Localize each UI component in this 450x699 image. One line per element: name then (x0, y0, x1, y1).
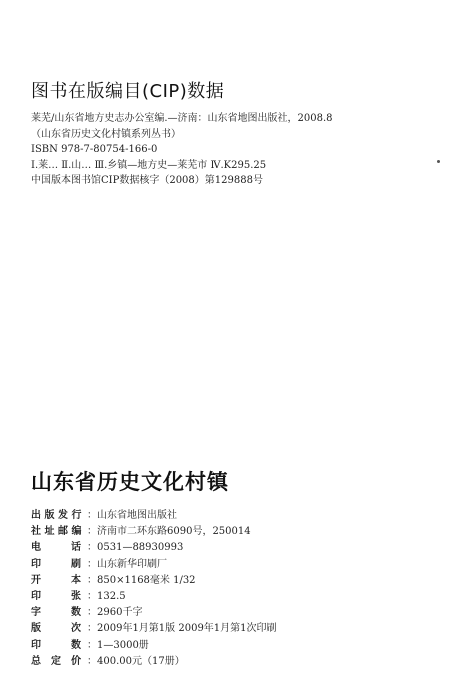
info-value: 济南市二环东路6090号，250014 (97, 526, 251, 538)
info-value: 2960千字 (97, 607, 143, 619)
info-separator: ： (87, 558, 97, 570)
info-value: 400.00元（17册） (97, 655, 185, 667)
info-label: 印 张 (31, 590, 81, 602)
info-row-phone (31, 540, 431, 556)
cip-heading: 图书在版编目(CIP)数据 (31, 81, 225, 102)
info-row-printer (31, 557, 431, 573)
info-separator: ： (87, 639, 97, 651)
info-label: 开 本 (31, 574, 81, 586)
info-label: 电 话 (31, 542, 81, 554)
cip-line-series: （山东省历史文化村镇系列丛书） (31, 128, 181, 140)
cip-line-record-number: 中国版本图书馆CIP数据核字（2008）第129888号 (31, 175, 263, 186)
info-value: 1—3000册 (97, 639, 149, 651)
info-separator: ： (87, 607, 97, 619)
info-label: 印 数 (31, 639, 81, 651)
info-separator: ： (87, 542, 97, 554)
info-value: 850×1168毫米 1/32 (97, 574, 196, 586)
info-separator: ： (87, 655, 97, 667)
info-value: 0531—88930993 (97, 542, 184, 554)
cip-line-title: 莱芜/山东省地方史志办公室编.—济南：山东省地图出版社，2008.8 (31, 113, 333, 124)
info-separator: ： (87, 574, 97, 586)
info-row-edition (31, 621, 431, 637)
info-label: 版 次 (31, 623, 81, 635)
info-row-format (31, 573, 431, 589)
info-row-price (31, 654, 431, 670)
publication-info (31, 508, 431, 670)
cip-line-isbn: ISBN 978-7-80754-166-0 (31, 144, 158, 155)
info-value: 山东新华印刷厂 (97, 558, 167, 570)
book-title: 山东省历史文化村镇 (31, 469, 229, 494)
info-row-sheets (31, 589, 431, 605)
info-separator: ： (87, 590, 97, 602)
info-row-word-count (31, 605, 431, 621)
info-separator: ： (87, 623, 97, 635)
cip-record (31, 111, 431, 189)
info-label: 印 刷 (31, 558, 81, 570)
info-row-publisher (31, 508, 431, 524)
scan-dot (437, 160, 440, 163)
info-value: 132.5 (97, 590, 126, 602)
info-value: 山东省地图出版社 (97, 510, 177, 521)
info-label: 社 址 邮 编 (31, 526, 82, 538)
info-row-print-run (31, 638, 431, 654)
info-value: 2009年1月第1版 2009年1月第1次印刷 (97, 623, 277, 635)
info-label: 出 版 发 行 (31, 510, 82, 521)
info-row-address (31, 524, 431, 540)
info-separator: ： (87, 526, 97, 538)
cip-line-subjects: Ⅰ.莱… Ⅱ.山… Ⅲ.乡镇—地方史—莱芜市 Ⅳ.K295.25 (31, 159, 267, 171)
info-separator: ： (87, 510, 97, 521)
info-label: 总 定 价 (31, 655, 81, 667)
info-label: 字 数 (31, 607, 81, 619)
